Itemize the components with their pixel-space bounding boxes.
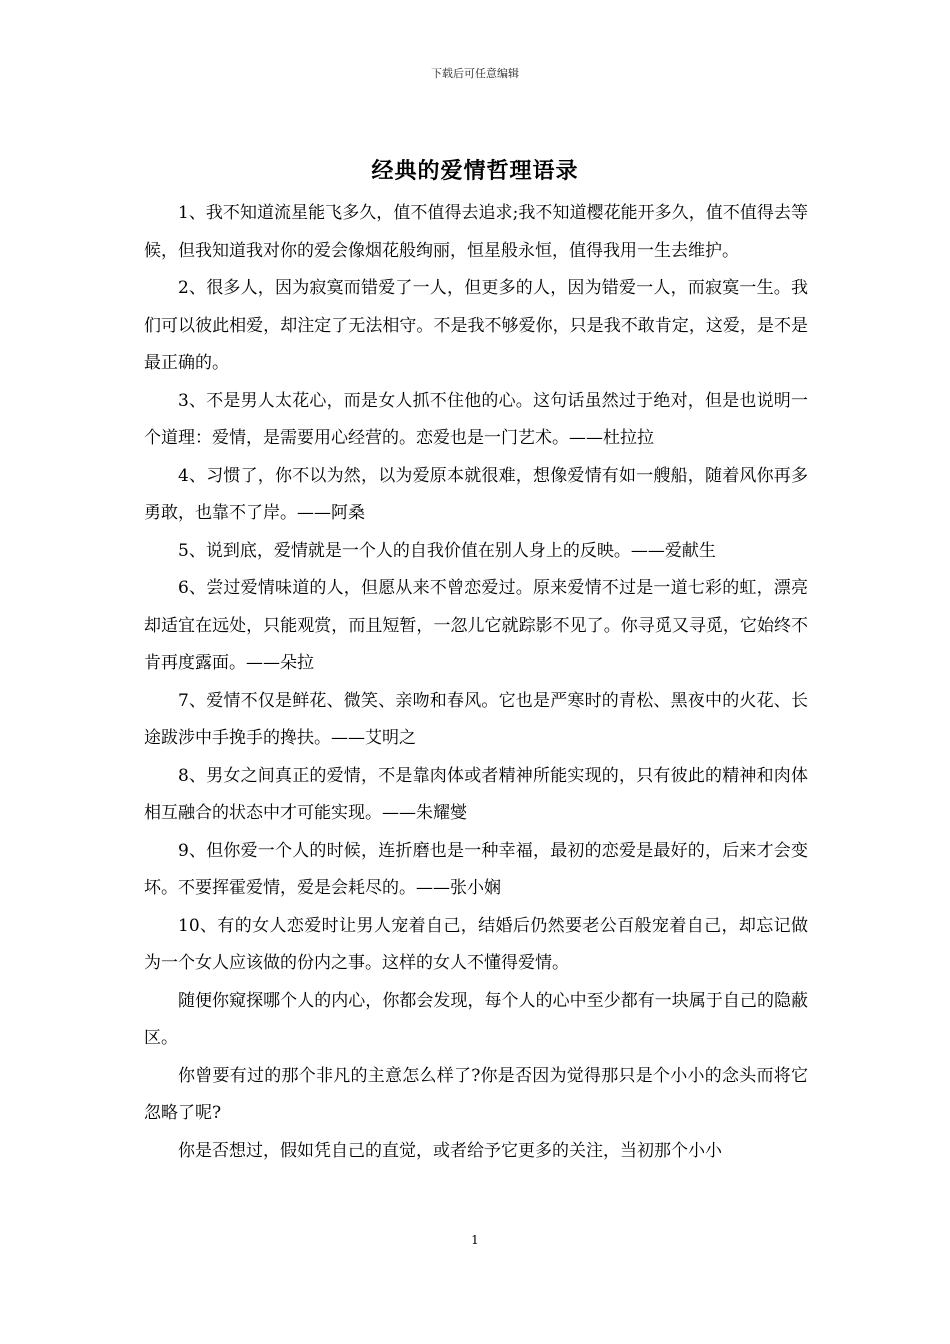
paragraph-8: 8、男女之间真正的爱情，不是靠肉体或者精神所能实现的，只有彼此的精神和肉体相互融合的状态中才可能实现。——朱耀燮 (144, 765, 808, 823)
paragraph-12: 你曾要有过的那个非凡的主意怎么样了?你是否因为觉得那只是个小小的念头而将它忽略了呢? (144, 1065, 808, 1123)
paragraph-9: 9、但你爱一个人的时候，连折磨也是一种幸福，最初的恋爱是最好的，后来才会变坏。不要挥霍爱情，爱是会耗尽的。——张小娴 (144, 840, 808, 898)
page-number: 1 (471, 1233, 479, 1247)
paragraph-5: 5、说到底，爱情就是一个人的自我价值在别人身上的反映。——爱献生 (178, 540, 716, 561)
paragraph-13: 你是否想过，假如凭自己的直觉，或者给予它更多的关注，当初那个小小 (178, 1140, 722, 1161)
document-title: 经典的爱情哲理语录 (371, 158, 579, 184)
paragraph-3: 3、不是男人太花心，而是女人抓不住他的心。这句话虽然过于绝对，但是也说明一个道理：爱情，是需要用心经营的。恋爱也是一门艺术。——杜拉拉 (144, 390, 808, 448)
page-header: 下载后可任意编辑 (431, 67, 519, 80)
paragraph-2: 2、很多人，因为寂寞而错爱了一人，但更多的人，因为错爱一人，而寂寞一生。我们可以彼此相爱，却注定了无法相守。不是我不够爱你，只是我不敢肯定，这爱，是不是最正确的。 (144, 278, 808, 373)
paragraph-7: 7、爱情不仅是鲜花、微笑、亲吻和春风。它也是严寒时的青松、黑夜中的火花、长途跋涉中手挽手的搀扶。——艾明之 (144, 690, 808, 748)
paragraph-6: 6、尝过爱情味道的人，但愿从来不曾恋爱过。原来爱情不过是一道七彩的虹，漂亮却适宜在远处，只能观赏，而且短暂，一忽儿它就踪影不见了。你寻觅又寻觅，它始终不肯再度露面。——朵拉 (144, 578, 808, 673)
paragraph-11: 随便你窥探哪个人的内心，你都会发现，每个人的心中至少都有一块属于自己的隐蔽区。 (144, 990, 808, 1048)
paragraph-4: 4、习惯了，你不以为然，以为爱原本就很难，想像爱情有如一艘船，随着风你再多勇敢，也靠不了岸。——阿桑 (144, 465, 808, 523)
document-body (144, 195, 808, 1170)
paragraph-1: 1、我不知道流星能飞多久，值不值得去追求;我不知道樱花能开多久，值不值得去等候，但我知道我对你的爱会像烟花般绚丽，恒星般永恒，值得我用一生去维护。 (144, 203, 808, 261)
paragraph-10: 10、有的女人恋爱时让男人宠着自己，结婚后仍然要老公百般宠着自己，却忘记做为一个女人应该做的份内之事。这样的女人不懂得爱情。 (144, 915, 808, 973)
